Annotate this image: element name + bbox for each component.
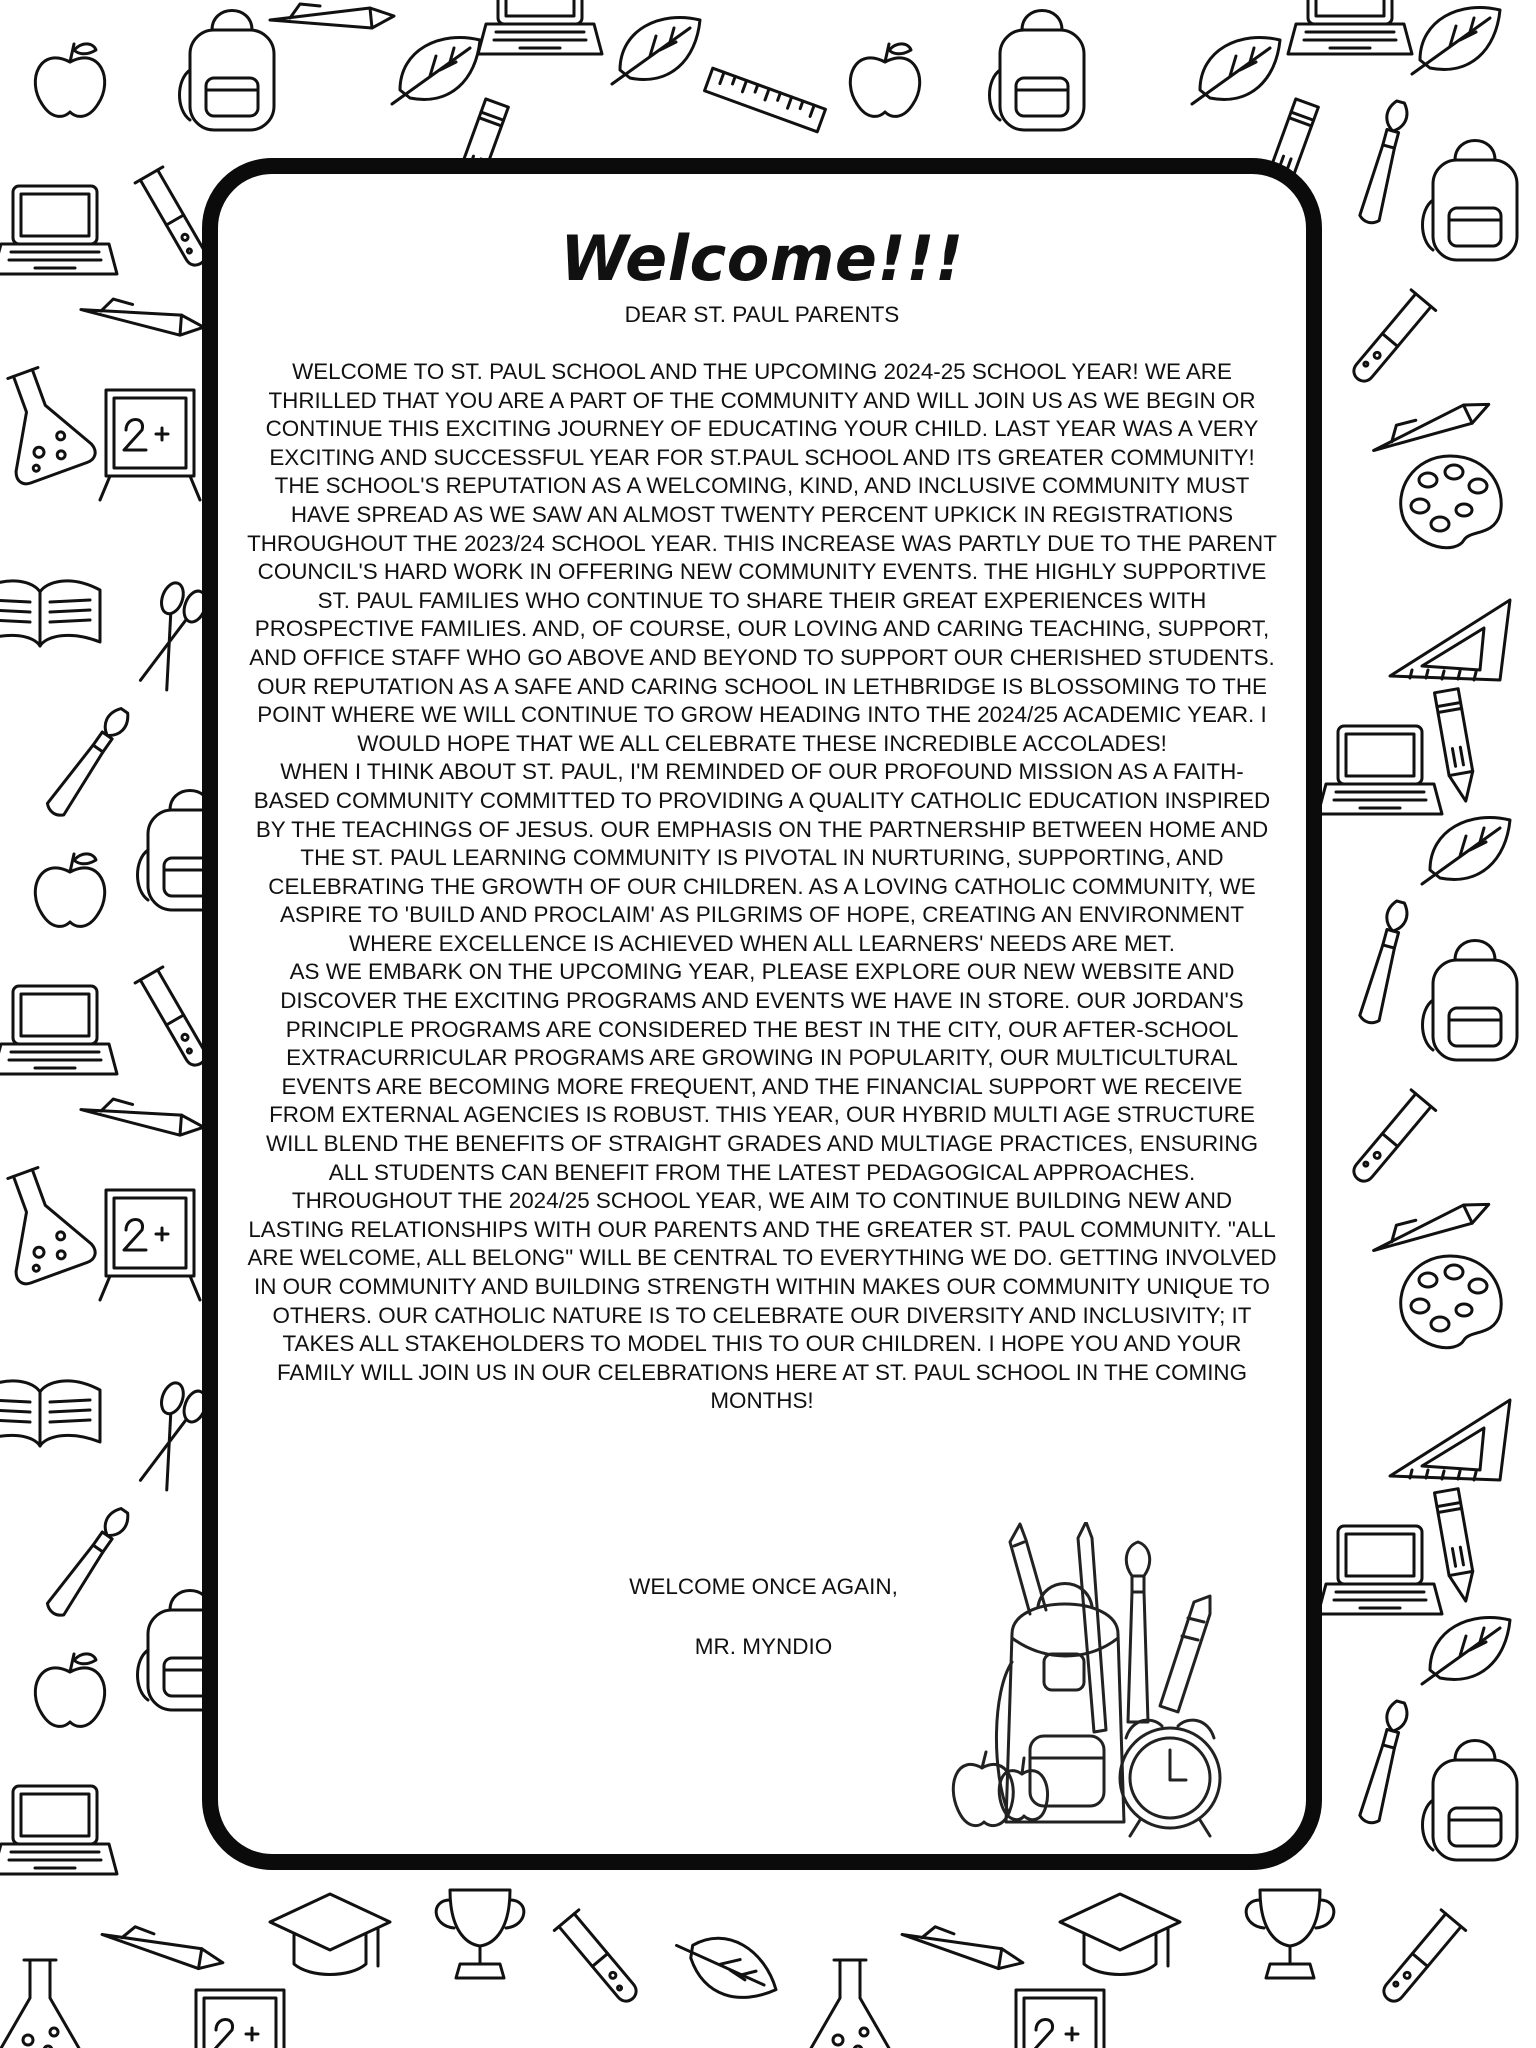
letter-paragraph: THROUGHOUT THE 2024/25 SCHOOL YEAR, WE AIM TO CONTINUE BUILDING NEW AND LASTING RELATIONSHIPS WITH OUR PARENTS AND THE GREATER ST. PAUL COMMUNITY. "ALL ARE WELCOME, ALL BELONG" WILL BE CENTRAL TO EVERYTHING WE DO. GETTING INVOLVED IN OUR COMMUNITY AND BUILDING STRENGTH WITHIN MAKES OUR COMMUNITY UNIQUE TO OTHERS. OUR CATHOLIC NATURE IS TO CELEBRATE OUR DIVERSITY AND INCLUSIVITY; IT TAKES ALL STAKEHOLDERS TO MODEL THIS TO OUR CHILDREN. I HOPE YOU AND YOUR FAMILY WILL JOIN US IN OUR CELEBRATIONS HERE AT ST. PAUL SCHOOL IN THE COMING MONTHS! <box>247 1188 1277 1414</box>
leaf-icon <box>612 17 700 84</box>
apple-icon <box>953 1752 1047 1826</box>
backpack-icon <box>1423 941 1518 1061</box>
chalkboard-icon <box>100 390 200 500</box>
laptop-icon <box>0 1786 117 1874</box>
crayon-icon <box>1160 1596 1210 1712</box>
test-tube-icon <box>554 1910 644 2009</box>
letter-closing: WELCOME ONCE AGAIN, <box>629 1574 898 1599</box>
leaf-icon <box>1422 1617 1510 1684</box>
paintbrush-icon <box>1359 1699 1411 1824</box>
palette-icon <box>1401 456 1502 548</box>
flask-icon <box>0 1960 81 2048</box>
pencil-icon <box>1434 689 1477 803</box>
letter-card <box>202 158 1322 1870</box>
letter-body <box>246 358 1278 1416</box>
letter-paragraph: WELCOME TO ST. PAUL SCHOOL AND THE UPCOMING 2024-25 SCHOOL YEAR! WE ARE THRILLED THAT YOU ARE A PART OF THE COMMUNITY AND WILL JOIN US AS WE BEGIN OR CONTINUE THIS EXCITING JOURNEY OF EDUCATING YOUR CHILD. LAST YEAR WAS A VERY EXCITING AND SUCCESSFUL YEAR FOR ST.PAUL SCHOOL AND ITS GREATER COMMUNITY! THE SCHOOL'S REPUTATION AS A WELCOMING, KIND, AND INCLUSIVE COMMUNITY MUST HAVE SPREAD AS WE SAW AN ALMOST TWENTY PERCENT UPKICK IN REGISTRATIONS THROUGHOUT THE 2023/24 SCHOOL YEAR. THIS INCREASE WAS PARTLY DUE TO THE PARENT COUNCIL'S HARD WORK IN OFFERING NEW COMMUNITY EVENTS. THE HIGHLY SUPPORTIVE ST. PAUL FAMILIES WHO CONTINUE TO SHARE THEIR GREAT EXPERIENCES WITH PROSPECTIVE FAMILIES. AND, OF COURSE, OUR LOVING AND CARING TEACHING, SUPPORT, AND OFFICE STAFF WHO GO ABOVE AND BEYOND TO SUPPORT OUR CHERISHED STUDENTS. OUR REPUTATION AS A SAFE AND CARING SCHOOL IN LETHBRIDGE IS BLOSSOMING TO THE POINT WHERE WE WILL CONTINUE TO GROW HEADING INTO THE 2024/25 ACADEMIC YEAR. I WOULD HOPE THAT WE ALL CELEBRATE THESE INCREDIBLE ACCOLADES! <box>247 359 1277 756</box>
letter-paragraph: WHEN I THINK ABOUT ST. PAUL, I'M REMINDED OF OUR PROFOUND MISSION AS A FAITH-BASED COMMUNITY COMMITTED TO PROVIDING A QUALITY CATHOLIC EDUCATION INSPIRED BY THE TEACHINGS OF JESUS. OUR EMPHASIS ON THE PARTNERSHIP BETWEEN HOME AND THE ST. PAUL LEARNING COMMUNITY IS PIVOTAL IN NURTURING, SUPPORTING, AND CELEBRATING THE GROWTH OF OUR CHILDREN. AS A LOVING CATHOLIC COMMUNITY, WE ASPIRE TO 'BUILD AND PROCLAIM' AS PILGRIMS OF HOPE, CREATING AN ENVIRONMENT WHERE EXCELLENCE IS ACHIEVED WHEN ALL LEARNERS' NEEDS ARE MET. <box>253 759 1271 956</box>
backpack-icon <box>990 11 1085 131</box>
leaf-icon <box>1422 817 1510 884</box>
letter-salutation: DEAR ST. PAUL PARENTS <box>624 302 900 327</box>
paintbrush-icon <box>1359 99 1411 224</box>
chalkboard-icon <box>100 1190 200 1300</box>
alarm-clock-icon <box>1120 1720 1220 1836</box>
leaf-icon <box>392 37 480 104</box>
apple-icon <box>35 44 104 116</box>
apple-icon <box>35 1654 104 1726</box>
pencil-icon <box>1434 1489 1477 1603</box>
backpack-icon <box>180 11 275 131</box>
pen-icon <box>80 1094 206 1139</box>
laptop-icon <box>0 186 117 274</box>
chalkboard-icon <box>190 1990 290 2048</box>
school-supplies-illustration <box>948 1522 1248 1852</box>
letter-paragraph: AS WE EMBARK ON THE UPCOMING YEAR, PLEASE EXPLORE OUR NEW WEBSITE AND DISCOVER THE EXCITING PROGRAMS AND EVENTS WE HAVE IN STORE. OUR JORDAN'S PRINCIPLE PROGRAMS ARE CONSIDERED THE BEST IN THE CITY, OUR AFTER-SCHOOL EXTRACURRICULAR PROGRAMS ARE GROWING IN POPULARITY, OUR MULTICULTURAL EVENTS ARE BECOMING MORE FREQUENT, AND THE FINANCIAL SUPPORT WE RECEIVE FROM EXTERNAL AGENCIES IS ROBUST. THIS YEAR, OUR HYBRID MULTI AGE STRUCTURE WILL BLEND THE BENEFITS OF STRAIGHT GRADES AND MULTIAGE PRACTICES, ENSURING ALL STUDENTS CAN BENEFIT FROM THE LATEST PEDAGOGICAL APPROACHES. <box>266 959 1258 1185</box>
laptop-icon <box>1318 1526 1442 1614</box>
pencil-icon <box>1078 1522 1106 1732</box>
triangle-ruler-icon <box>1390 1400 1510 1480</box>
trophy-icon <box>436 1890 524 1978</box>
flask-icon <box>0 1159 98 1287</box>
flask-icon <box>809 1960 892 2048</box>
leaf-icon <box>1192 37 1280 104</box>
paintbrush-icon <box>1359 899 1411 1024</box>
test-tube-icon <box>1375 1910 1465 2009</box>
pen-icon <box>80 294 206 339</box>
backpack-icon <box>1423 141 1518 261</box>
pen-icon <box>900 1919 1026 1974</box>
apple-icon <box>850 44 919 116</box>
book-icon <box>0 581 100 646</box>
pen-icon <box>100 1919 226 1974</box>
pen-icon <box>1368 393 1493 458</box>
laptop-icon <box>0 986 117 1074</box>
paintbrush-icon <box>1126 1542 1149 1722</box>
ruler-icon <box>705 68 826 132</box>
backpack-icon <box>1423 1741 1518 1861</box>
chalkboard-icon <box>1010 1990 1110 2048</box>
pen-icon <box>270 4 394 28</box>
laptop-icon <box>478 0 602 54</box>
trophy-icon <box>1246 1890 1334 1978</box>
test-tube-icon <box>1345 1090 1435 1189</box>
graduation-cap-icon <box>270 1894 390 1975</box>
apple-icon <box>35 854 104 926</box>
scissors-icon <box>133 580 210 693</box>
laptop-icon <box>1318 726 1442 814</box>
triangle-ruler-icon <box>1390 600 1510 680</box>
graduation-cap-icon <box>1060 1894 1180 1975</box>
test-tube-icon <box>1345 290 1435 389</box>
scissors-icon <box>133 1380 210 1493</box>
laptop-icon <box>1288 0 1412 54</box>
letter-title: Welcome!!! <box>560 222 964 295</box>
maple-leaf-icon <box>677 1912 779 2021</box>
book-icon <box>0 1381 100 1446</box>
leaf-icon <box>1412 7 1500 74</box>
flask-icon <box>0 359 98 487</box>
palette-icon <box>1401 1256 1502 1348</box>
letter-signature: MR. MYNDIO <box>694 1634 833 1659</box>
paintbrush-icon <box>45 705 133 818</box>
pen-icon <box>1368 1193 1493 1258</box>
paintbrush-icon <box>45 1505 133 1618</box>
